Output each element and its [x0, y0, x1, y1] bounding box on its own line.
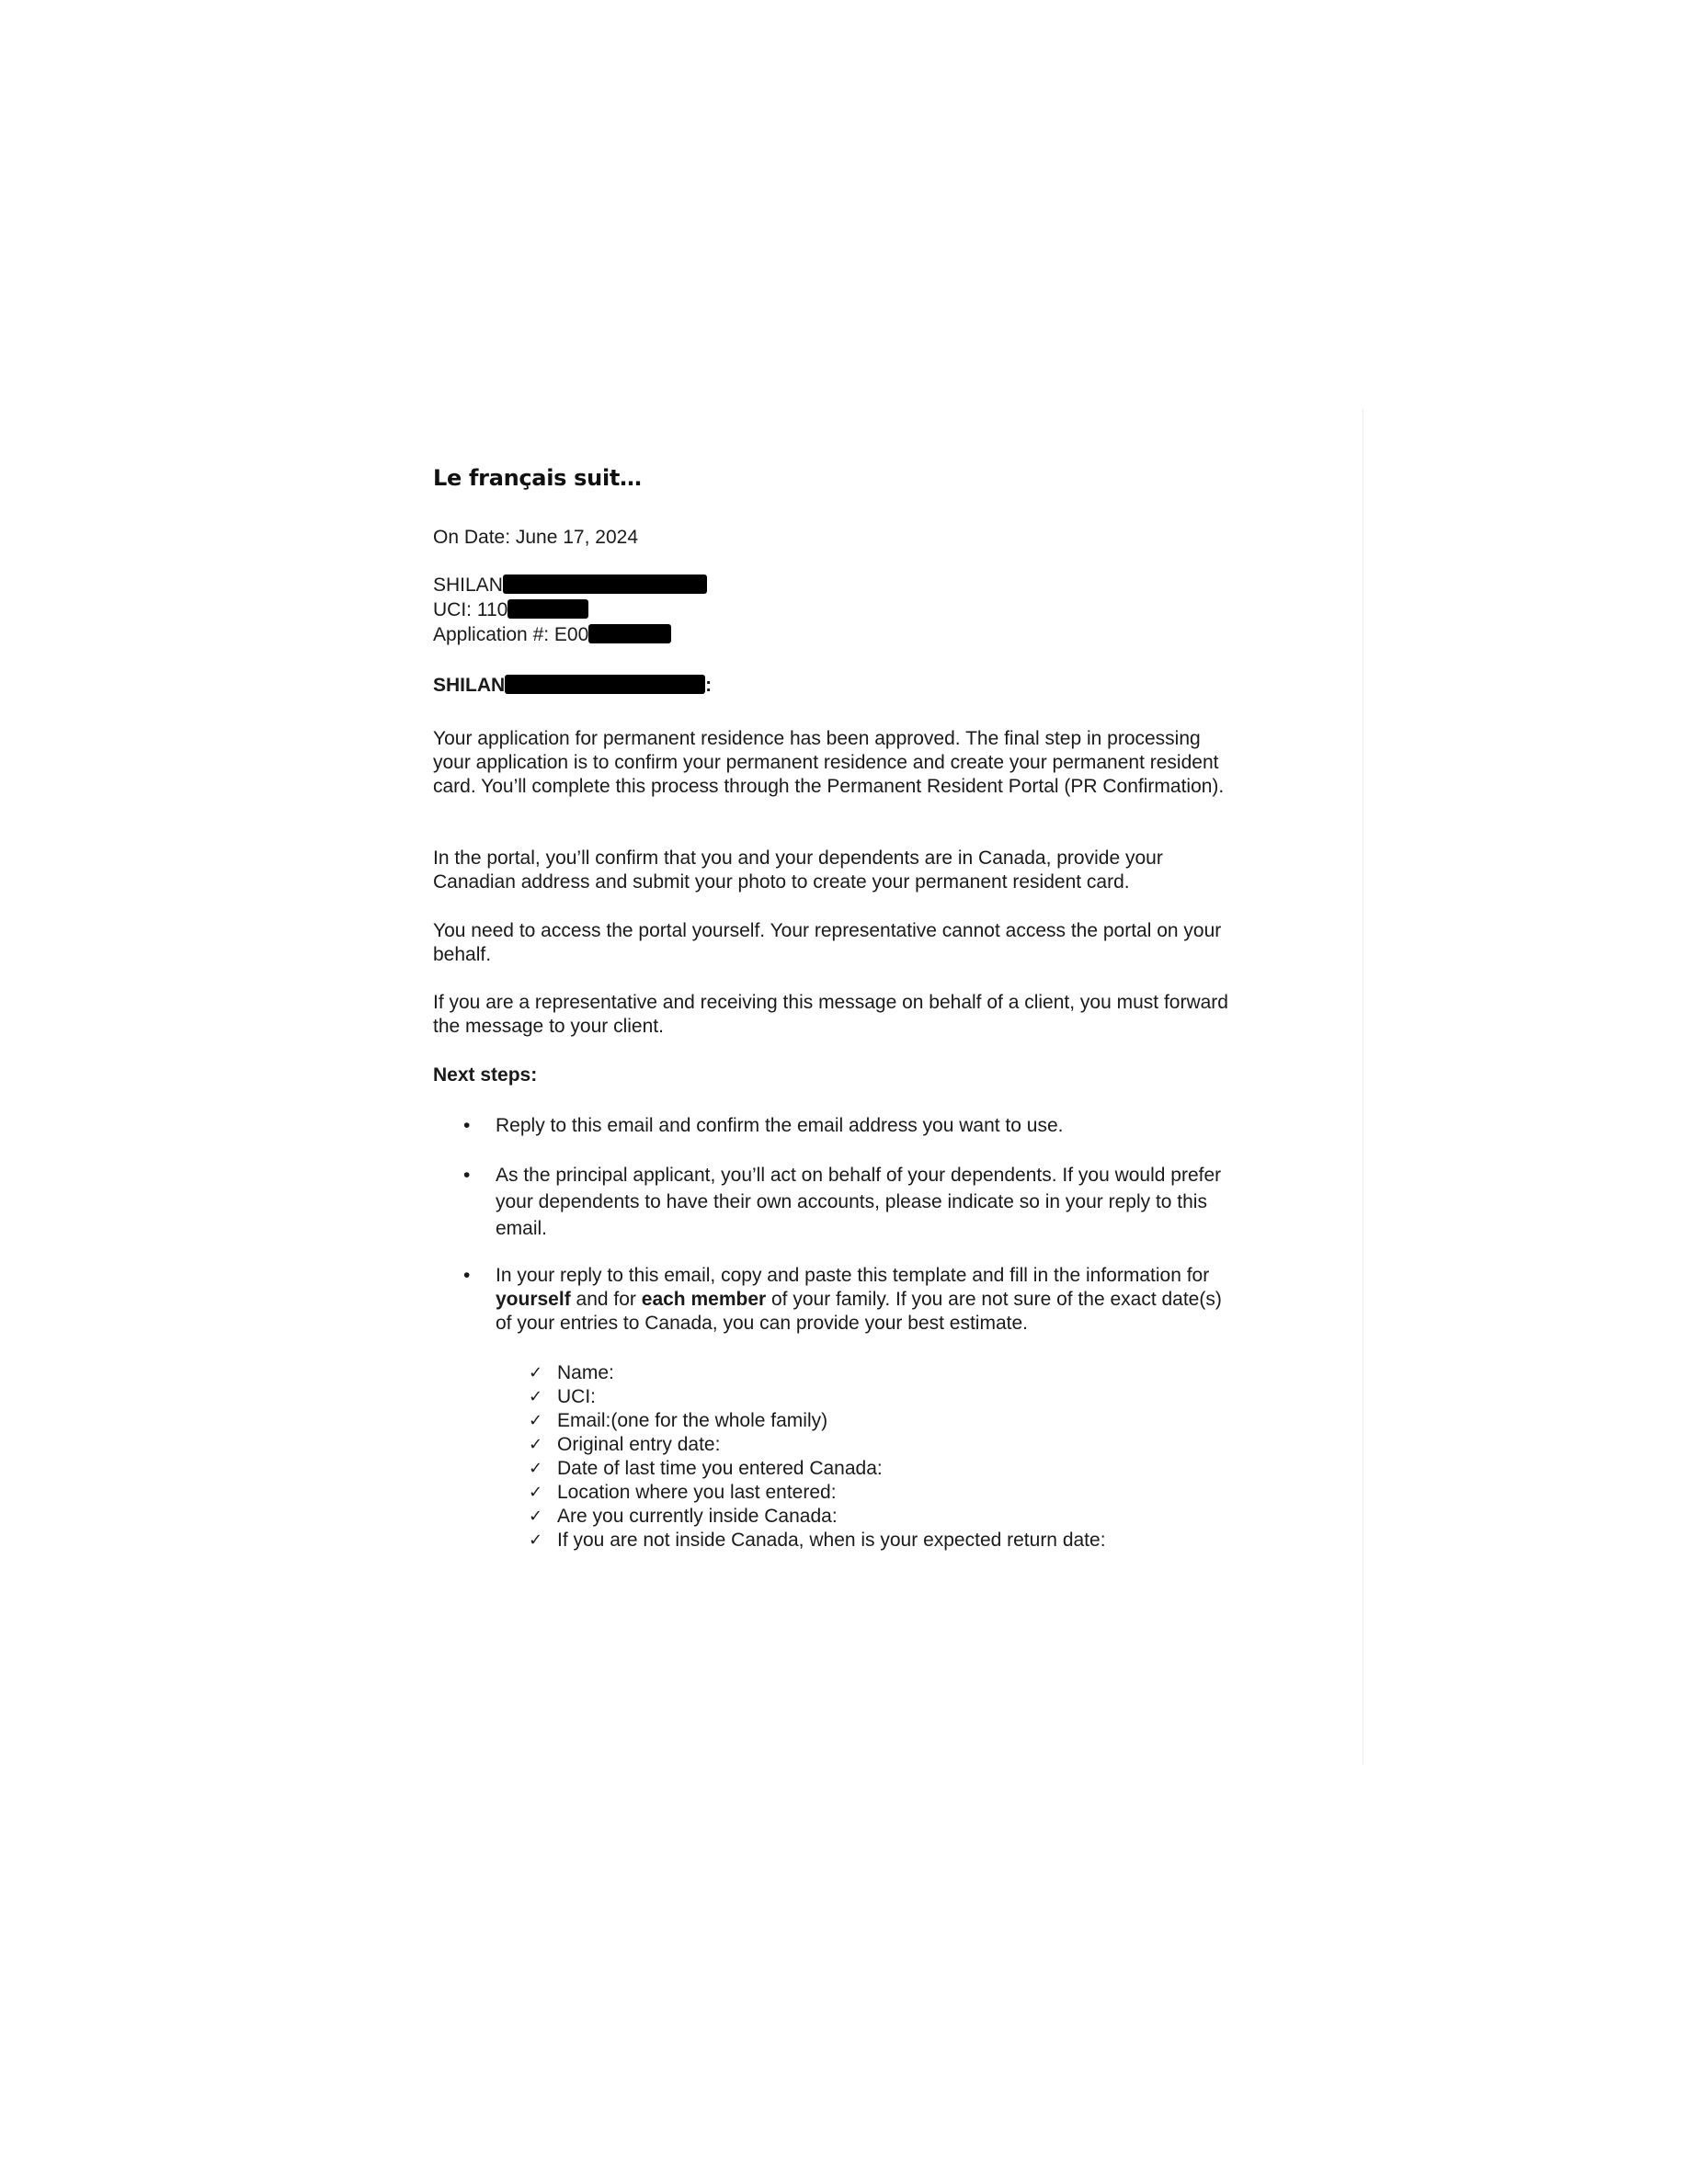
checkmark-icon: ✓ — [529, 1507, 543, 1526]
checklist-item — [525, 1361, 1106, 1385]
bullet-icon: • — [463, 1265, 471, 1286]
bullet-text-segment: of your family. If you are not sure of the exact date(s) of your entries to Canada, you can provide your best estimate. — [496, 1289, 1222, 1334]
bullet-text-emphasis: each member — [641, 1289, 767, 1310]
redaction-bar — [588, 624, 671, 643]
checklist-label: UCI: — [557, 1386, 596, 1407]
checklist-item — [525, 1433, 1106, 1457]
checkmark-icon: ✓ — [529, 1459, 543, 1478]
bullet-text: As the principal applicant, you’ll act on behalf of your dependents. If you would prefer your dependents to have their own accounts, please indicate so in your reply to this email. — [496, 1165, 1222, 1239]
checklist-item — [525, 1505, 1106, 1529]
bullet-icon: • — [463, 1115, 471, 1136]
paragraph-portal: In the portal, you’ll confirm that you and your dependents are in Canada, provide your Canadian address and submit your photo to create your permanent resident card. — [433, 847, 1163, 893]
redaction-bar — [503, 574, 707, 594]
recipient-uci-text: UCI: 110 — [433, 599, 508, 620]
template-checklist — [525, 1361, 1106, 1553]
salutation-name-text: SHILAN — [433, 675, 506, 696]
paragraph-representative: If you are a representative and receiving this message on behalf of a client, you must forward the message to your client. — [433, 992, 1228, 1037]
checkmark-icon: ✓ — [529, 1363, 543, 1382]
bullet-text-segment: and for — [570, 1289, 642, 1310]
checklist-item — [525, 1385, 1106, 1409]
recipient-application-number — [433, 623, 671, 647]
application-number-text: Application #: E00 — [433, 624, 589, 645]
recipient-uci — [433, 598, 588, 622]
checkmark-icon: ✓ — [529, 1411, 543, 1430]
checkmark-icon: ✓ — [529, 1387, 543, 1406]
checklist-item — [525, 1529, 1106, 1553]
checklist-label: Date of last time you entered Canada: — [557, 1458, 883, 1479]
bullet-text-emphasis: yourself — [496, 1289, 571, 1310]
recipient-name — [433, 574, 707, 597]
recipient-name-text: SHILAN — [433, 574, 503, 596]
checklist-label: If you are not inside Canada, when is your expected return date: — [557, 1530, 1106, 1551]
language-notice-heading: Le français suit… — [433, 465, 642, 491]
date-line: On Date: June 17, 2024 — [433, 527, 638, 548]
checkmark-icon: ✓ — [529, 1483, 543, 1502]
bullet-icon: • — [463, 1165, 471, 1186]
salutation — [433, 674, 712, 698]
checklist-item — [525, 1457, 1106, 1481]
bullet-text — [496, 1264, 1240, 1336]
bullet-text-segment: In your reply to this email, copy and paste this template and fill in the information for — [496, 1265, 1210, 1286]
checklist-label: Name: — [557, 1362, 614, 1383]
checkmark-icon: ✓ — [529, 1435, 543, 1454]
redaction-bar — [508, 599, 588, 619]
checklist-label: Are you currently inside Canada: — [557, 1506, 838, 1527]
checklist-item — [525, 1409, 1106, 1433]
next-steps-heading: Next steps: — [433, 1064, 538, 1086]
salutation-suffix: : — [705, 675, 713, 696]
checklist-label: Original entry date: — [557, 1434, 721, 1455]
bullet-text: Reply to this email and confirm the email address you want to use. — [496, 1115, 1064, 1136]
paragraph-access: You need to access the portal yourself. Your representative cannot access the portal on your behalf. — [433, 920, 1222, 965]
checklist-label: Email:(one for the whole family) — [557, 1410, 828, 1431]
paragraph-approval: Your application for permanent residence has been approved. The final step in processing your application is to confirm your permanent residence and create your permanent resident card. You’ll complete this process through the Permanent Resident Portal (PR Confirmation). — [433, 728, 1225, 797]
checkmark-icon: ✓ — [529, 1530, 543, 1550]
checklist-label: Location where you last entered: — [557, 1482, 837, 1503]
redaction-bar — [505, 675, 705, 694]
checklist-item — [525, 1481, 1106, 1505]
